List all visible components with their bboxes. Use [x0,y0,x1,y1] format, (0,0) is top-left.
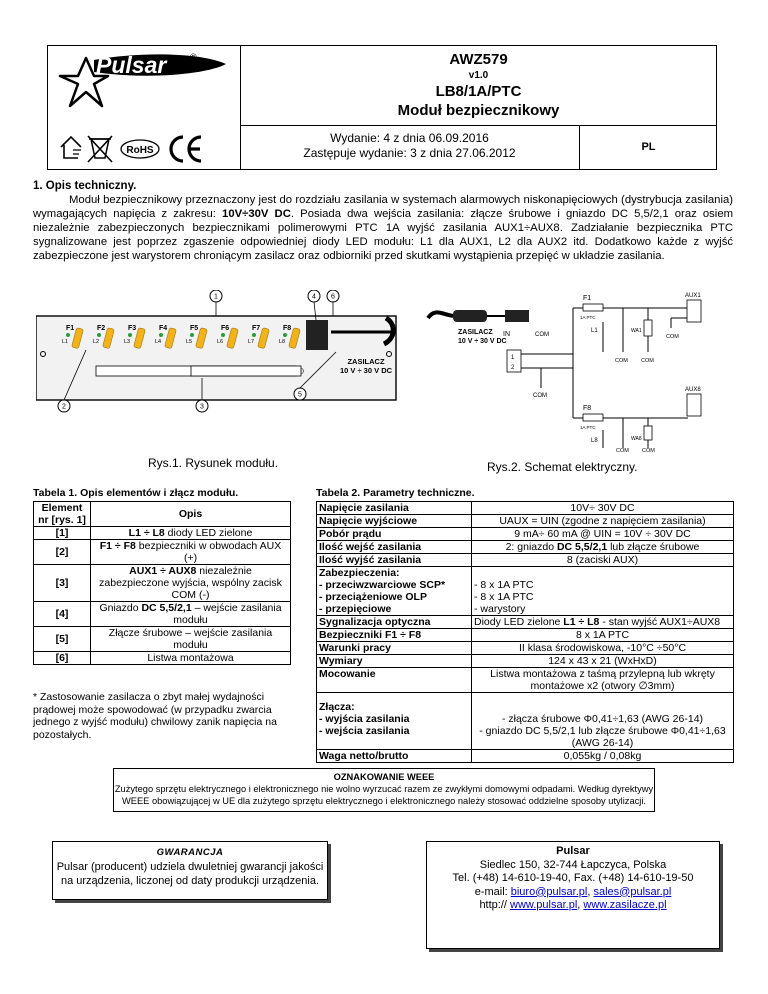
company-name: Pulsar [556,845,590,857]
company-www: http:// www.pulsar.pl, www.zasilacze.pl [479,899,667,911]
fuse-label: F7 [252,325,261,332]
param-value: - złącza śrubowe Φ0,41÷1,63 (AWG 26-14) - gniazdo DC 5,5/2,1 lub złącze śrubowe Φ0,41÷1,63 (AWG 26-14) [472,693,734,750]
table-row [34,627,291,652]
table-row [317,515,734,528]
param-value: 8 (zaciski AUX) [472,554,734,567]
table-row [317,616,734,629]
fig2-f1: F1 [583,295,592,302]
table1-note: * Zastosowanie zasilacza o zbyt małej wydajności prądowej może spowodować (w przypadku zwarcia jednego z wyjść modułu) chwilowy zanik napięcia na pozostałych. [33,691,277,741]
param-name: Napięcie wyjściowe [317,515,472,528]
fig2-com-label: COM [533,393,547,399]
fig2-aux8: AUX8 [685,387,701,393]
param-name: Zabezpieczenia: - przeciwzwarciowe SCP* - przeciążeniowe OLP - przepięciowe [317,567,472,616]
param-value: 0,055kg / 0,08kg [472,750,734,763]
fuse-label: F6 [221,325,230,332]
param-name: Złącza: - wyjścia zasilania - wejścia zasilania [317,693,472,750]
led-dot [190,333,194,337]
fig2-wa8: WA8 [631,436,642,442]
param-value: Listwa montażowa z taśmą przylepną lub wkręty montażowe x2 (otwory ∅3mm) [472,668,734,693]
led-dot [66,333,70,337]
led-dot [252,333,256,337]
fig2-com-label: COM [616,448,629,453]
param-value: 9 mA÷ 60 mA @ UIN = 10V ÷ 30V DC [472,528,734,541]
company-phone: Tel. (+48) 14-610-19-40, Fax. (+48) 14-610-19-50 [452,872,694,884]
table-row [317,750,734,763]
table-row [317,541,734,554]
figure2-caption: Rys.2. Schemat elektryczny. [487,460,638,474]
led-dot [97,333,101,337]
table-header: Opis [91,502,291,527]
table-row [317,554,734,567]
section-title: 1. Opis techniczny. [33,180,137,192]
led-label: L1 [62,339,69,345]
led-dot [221,333,225,337]
table-header: Element nr [rys. 1] [34,502,91,527]
table-row [34,652,291,665]
product-code: LB8/1A/PTC [435,83,522,100]
fuse-label: F2 [97,325,106,332]
param-value: II klasa środowiskowa, -10°C ÷50°C [472,642,734,655]
fig2-pin2: 2 [511,365,515,371]
electrical-schematic [423,288,733,453]
led-label: L7 [248,339,255,345]
table-row [317,567,734,616]
address-box [426,841,720,949]
fig2-aux1: AUX1 [685,293,701,299]
header-divider [240,125,717,126]
warranty-title: GWARANCJA [156,847,224,858]
param-name: Waga netto/brutto [317,750,472,763]
edition-line: Wydanie: 4 z dnia 06.09.2016 [330,131,489,145]
table-row [34,540,291,565]
cert-icons [58,128,233,166]
param-value: 8 x 1A PTC [472,629,734,642]
table-row [317,693,734,750]
fig2-supply-label: ZASILACZ [458,329,493,336]
warranty-box [52,841,328,900]
weee-bin-icon [88,136,112,162]
fig1-supply-range: 10 V ÷ 30 V DC [339,366,393,375]
indoor-use-icon [61,137,81,158]
table-row [34,565,291,602]
element-number: [1] [34,527,91,540]
email-link[interactable]: sales@pulsar.pl [593,885,672,898]
weee-text: Zużytego sprzętu elektrycznego i elektronicznego nie wolno wyrzucać razem ze zwykłymi domowymi odpadami. Według dyrektywy WEEE obowiązującej w UE dla zużytego sprzętu elektrycznego i elektronicznego należy stosować oddzielne sposoby utylizacji. [114,784,654,806]
led-label: L4 [155,339,162,345]
website-link[interactable]: www.zasilacze.pl [583,899,667,911]
param-name: Wymiary [317,655,472,668]
elements-table [33,501,291,665]
param-name: Napięcie zasilania [317,502,472,515]
led-dot [159,333,163,337]
element-desc: AUX1 ÷ AUX8 niezależnie zabezpieczone wyjścia, wspólny zacisk COM (-) [91,565,291,602]
element-number: [5] [34,627,91,652]
table-row [317,642,734,655]
element-desc: Gniazdo DC 5,5/2,1 – wejście zasilania modułu [91,602,291,627]
fig2-com-label: COM [615,358,628,364]
fig2-com-label: COM [642,448,655,453]
param-value: 2: gniazdo DC 5,5/2,1 lub złącze śrubowe [472,541,734,554]
fuse-label: F8 [283,325,292,332]
registered-mark: ® [190,52,197,62]
brand-name: Pulsar [96,52,167,78]
company-email: e-mail: biuro@pulsar.pl, sales@pulsar.pl [474,885,672,898]
fuse-label: F5 [190,325,199,332]
fig2-f1-rating: 1A PTC [580,315,596,320]
table-header-row [34,502,291,527]
led-dot [283,333,287,337]
figure1-caption: Rys.1. Rysunek modułu. [148,456,279,470]
marker-label: 3 [200,403,204,411]
table-row [34,602,291,627]
led-label: L2 [93,339,100,345]
version-label: v1.0 [468,70,489,81]
company-street: Siedlec 150, 32-744 Łapczyca, Polska [479,858,667,871]
weee-box [113,768,655,812]
fig2-com-label: COM [641,358,654,364]
param-value: 10V÷ 30V DC [472,502,734,515]
fig2-f8-rating: 1A PTC [580,425,596,430]
param-name: Warunki pracy [317,642,472,655]
element-desc: Złącze śrubowe – wejście zasilania modułu [91,627,291,652]
fig2-com-label: COM [666,334,679,340]
module-drawing [36,290,406,420]
marker-label: 5 [298,391,302,399]
marker-label: 1 [214,293,218,301]
element-desc: L1 ÷ L8 diody LED zielone [91,527,291,540]
fig2-l8: L8 [591,438,598,444]
element-number: [6] [34,652,91,665]
website-link[interactable]: www.pulsar.pl [510,899,578,911]
element-number: [2] [34,540,91,565]
marker-label: 6 [331,293,335,301]
led-label: L8 [279,339,286,345]
param-name: Mocowanie [317,668,472,693]
led-label: L5 [186,339,193,345]
edition-info [240,131,579,161]
rohs-icon [121,140,159,158]
param-name: Bezpieczniki F1 ÷ F8 [317,629,472,642]
param-value: 124 x 43 x 21 (WxHxD) [472,655,734,668]
replaces-line: Zastępuje wydanie: 3 z dnia 27.06.2012 [303,146,516,160]
marker-label: 2 [62,403,66,411]
table-row [34,527,291,540]
element-desc: F1 ÷ F8 bezpieczniki w obwodach AUX (+) [91,540,291,565]
param-name: Sygnalizacja optyczna [317,616,472,629]
fig2-f8: F8 [583,405,592,412]
param-name: Pobór prądu [317,528,472,541]
fig2-pin1: 1 [511,355,515,361]
table-row [317,502,734,515]
fuse-label: F4 [159,325,168,332]
led-label: L3 [124,339,131,345]
led-dot [128,333,132,337]
fig2-wa1: WA1 [631,328,642,334]
param-value: Diody LED zielone L1 ÷ L8 - stan wyjść AUX1÷AUX8 [472,616,734,629]
warranty-text: Pulsar (producent) udziela dwuletniej gwarancji jakości na urządzenia, liczonej od daty produkcji urządzenia. [56,861,324,887]
fig2-l1: L1 [591,328,598,334]
email-link[interactable]: biuro@pulsar.pl [510,885,588,898]
model-title: AWZ579 [449,51,508,68]
weee-title: OZNAKOWANIE WEEE [333,772,435,782]
fig2-in-label: IN [503,331,510,338]
fig2-com-label: COM [535,332,549,338]
led-label: L6 [217,339,224,345]
param-value: UAUX = UIN (zgodne z napięciem zasilania) [472,515,734,528]
element-number: [3] [34,565,91,602]
table1-title: Tabela 1. Opis elementów i złącz modułu. [33,487,239,499]
table-row [317,629,734,642]
description-paragraph: Moduł bezpiecznikowy przeznaczony jest do rozdziału zasilania w systemach alarmowych niskonapięciowych (dystrybucja zasilania) wymagających napięcia z zakresu: 10V÷30V DC. Posiada dwa wejścia zasilania: złącze śrubowe i gniazdo DC 5,5/2,1 oraz osiem niezależnie zabezpieczonych bezpiecznikami polimerowymi PTC 1A wyjść zasilania AUX1÷AUX8. Zadziałanie bezpiecznika PTC sygnalizowane jest poprzez zgaszenie odpowiedniej diody LED modułu: L1 dla AUX1, L2 dla AUX2 itd. Dodatkowo każde z wyjść zabezpieczone jest warystorem chroniącym zasilacz oraz odbiorniki przed skutkami wystąpienia przepięć w układzie zasilania. [33,194,734,262]
element-desc: Listwa montażowa [91,652,291,665]
language-code: PL [641,141,656,153]
param-name: Ilość wejść zasilania [317,541,472,554]
fuse-label: F3 [128,325,137,332]
product-name: Moduł bezpiecznikowy [397,102,560,119]
param-value: - 8 x 1A PTC - 8 x 1A PTC - warystory [472,567,734,616]
table2-title: Tabela 2. Parametry techniczne. [316,487,475,499]
table-row [317,528,734,541]
fuse-label: F1 [66,325,75,332]
param-name: Ilość wyjść zasilania [317,554,472,567]
rohs-label: RoHS [126,145,154,156]
table-row [317,668,734,693]
marker-label: 4 [312,293,316,301]
fig2-supply-range: 10 V ÷ 30 V DC [458,338,507,345]
ce-mark-icon [171,137,201,161]
table-row [317,655,734,668]
fig1-supply-label: ZASILACZ [347,357,385,366]
parameters-table [316,501,734,763]
element-number: [4] [34,602,91,627]
